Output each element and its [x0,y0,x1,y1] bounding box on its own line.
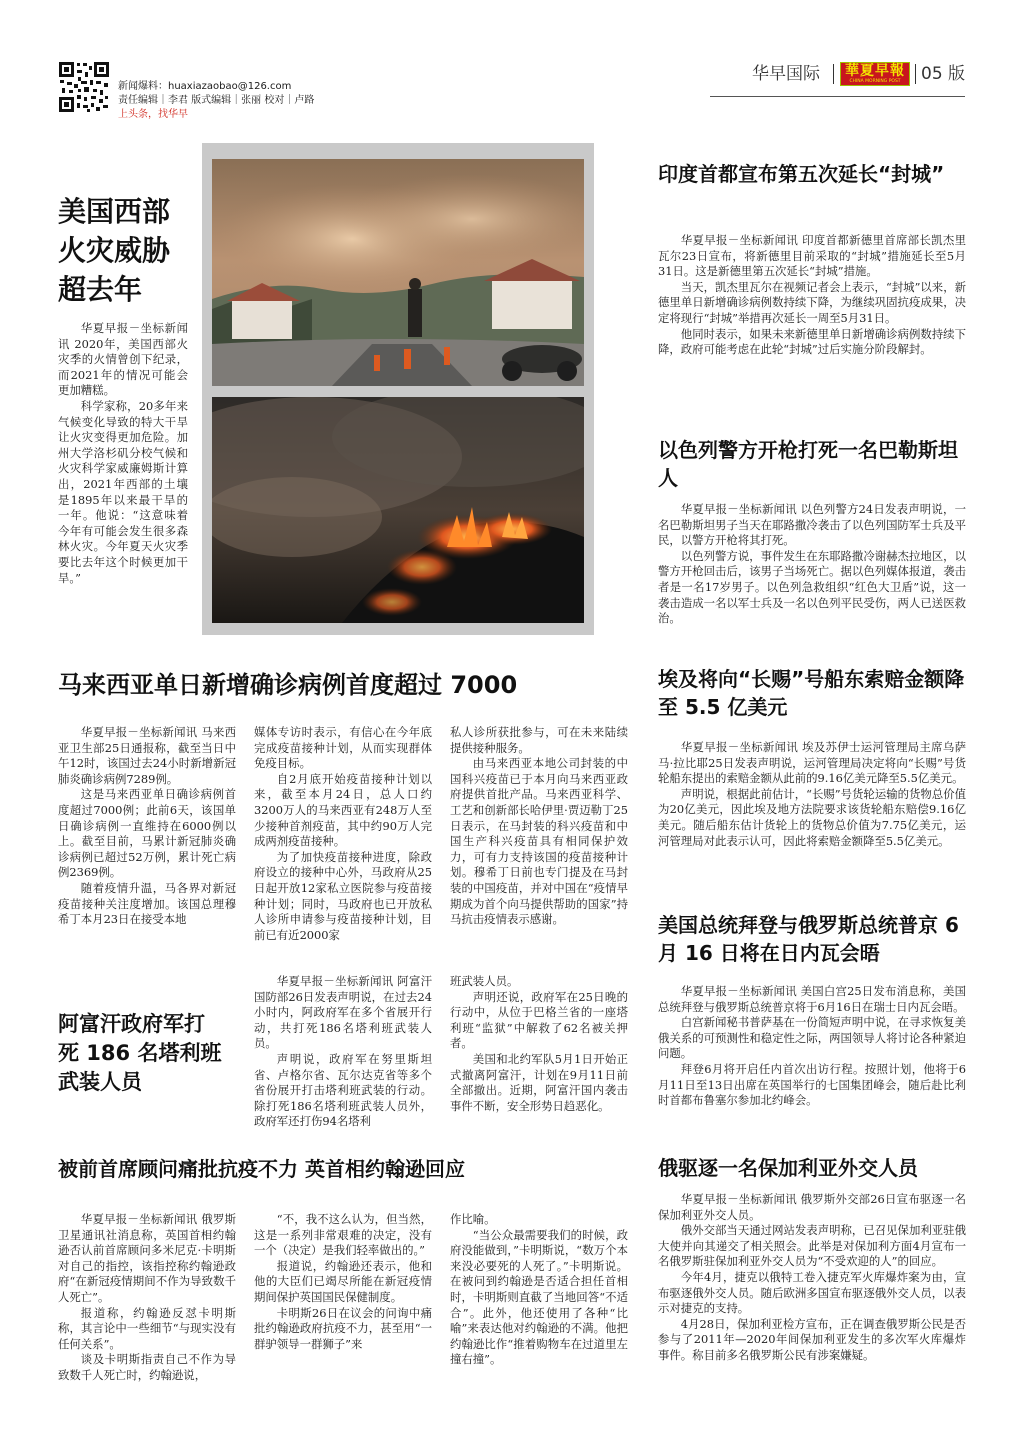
afghan-paragraph: 声明还说，政府军在25日晚的行动中，从位于巴格兰省的一座塔利班“监狱”中解救了62名被关押者。 [450,989,628,1051]
header-hotline: 新闻爆料：huaxiazaobao@126.com [118,81,292,92]
newspaper-logo [840,62,910,86]
malaysia-headline: 马来西亚单日新增确诊病例首度超过 7000 [58,671,518,699]
uk-column-3 [450,1212,628,1368]
malaysia-paragraph: 媒体专访时表示，有信心在今年底完成疫苗接种计划，从而实现群体免疫目标。 [254,725,432,771]
india-paragraph: 他同时表示，如果未来新德里单日新增确诊病例数持续下降，政府可能考虑在此轮“封城”过后实施分阶段解封。 [658,326,966,357]
india-headline: 印度首都宣布第五次延长“封城” [658,162,945,186]
uk-paragraph: 华夏早报－坐标新闻讯 俄罗斯卫星通讯社消息称，英国首相约翰逊否认前首席顾问多米尼克·卡明斯对自己的指控，该指控称约翰逊政府“在新冠疫情期间不作为导致数千人死亡”。 [58,1212,236,1304]
afghan-headline-line-3: 武装人员 [58,1070,142,1094]
fire-headline-line-2: 火灾威胁 [58,234,171,267]
biden-paragraph: 华夏早报－坐标新闻讯 美国白宫25日发布消息称，美国总统拜登与俄罗斯总统普京将于6月16日在瑞士日内瓦会晤。 [658,984,966,1014]
fire-headline [58,192,170,309]
wildfire-neighborhood-photo [212,159,584,386]
fire-headline-line-3: 超去年 [58,273,143,306]
qr-code [58,61,110,113]
israel-headline: 以色列警方开枪打死一名巴勒斯坦人 [658,438,958,490]
uk-column-2 [254,1212,432,1352]
uk-headline: 被前首席顾问痛批抗疫不力 英首相约翰逊回应 [58,1157,465,1181]
malaysia-paragraph: 私人诊所获批参与，可在未来陆续提供接种服务。 [450,725,628,755]
bulgaria-article [658,1192,966,1364]
afghan-paragraph: 班武装人员。 [450,974,519,988]
uk-paragraph: “当公众最需要我们的时候，政府没能做到，”卡明斯说，“数万个本来没必要死的人死了。”卡明斯说。在被问到约翰逊是否适合担任首相时，卡明斯则直截了当地回答“不适合”。此外，他还使用了各种“比喻”来表达他对约翰逊的不满。他把约翰逊比作“推着购物车在过道里左撞右撞”。 [450,1227,628,1367]
biden-paragraph: 拜登6月将开启任内首次出访行程。按照计划，他将于6月11日至13日出席在英国举行的七国集团峰会，随后赴比利时首都布鲁塞尔参加北约峰会。 [658,1061,966,1108]
uk-paragraph: 报道说，约翰逊还表示，他和他的大臣们已竭尽所能在新冠疫情期间保护英国国民保健制度。 [254,1258,432,1304]
egypt-headline: 埃及将向“长赐”号船东索赔金额降至 5.5 亿美元 [658,667,965,719]
uk-paragraph: “不，我不这么认为，但当然，这是一系列非常艰难的决定，没有一个（决定）是我们轻率做出的。” [254,1212,432,1258]
egypt-article [658,740,966,849]
egypt-paragraph: 声明说，根据此前估计，“长赐”号货轮运输的货物总价值为20亿美元，因此埃及地方法院要求该货轮船东赔偿9.16亿美元。随后船东估计货轮上的货物总价值为7.75亿美元，运河管理局对此表示认可，因此将索赔金额降至5.5亿美元。 [658,786,966,848]
uk-paragraph: 谈及卡明斯指责自己不作为导致数千人死亡时，约翰逊说， [58,1352,236,1382]
india-paragraph: 华夏早报－坐标新闻讯 印度首都新德里首席部长凯杰里瓦尔23日宣布，将新德里目前采取的“封城”措施延长至5月31日。这是新德里第五次延长“封城”措施。 [658,233,966,279]
israel-paragraph: 以色列警方说，事件发生在东耶路撒冷谢赫杰拉地区，以警方开枪回击后，该男子当场死亡。据以色列媒体报道，袭击者是一名17岁男子。以色列急救组织“红色大卫盾”说，这一袭击造成一名以军士兵及一名以色列平民受伤，两人已送医救治。 [658,548,966,626]
israel-paragraph: 华夏早报－坐标新闻讯 以色列警方24日发表声明说，一名巴勒斯坦男子当天在耶路撒冷袭击了以色列国防军士兵及平民，以警方开枪将其打死。 [658,502,966,548]
section-name: 华早国际 [752,64,820,84]
logo-subtext: CHINA MORNING POST [849,79,901,84]
malaysia-paragraph: 华夏早报－坐标新闻讯 马来西亚卫生部25日通报称，截至当日中午12时，该国过去24小时新增新冠肺炎确诊病例7289例。 [58,725,236,786]
uk-paragraph: 报道称，约翰逊反怼卡明斯称，其言论中一些细节“与现实没有任何关系”。 [58,1305,236,1351]
afghan-headline-line-2: 死 186 名塔利班 [58,1041,222,1065]
header-rule [710,96,965,97]
header-divider-2 [915,64,916,84]
israel-article [658,502,966,627]
afghan-paragraph: 美国和北约军队5月1日开始正式撤离阿富汗，计划在9月11日前全部撤出。近期，阿富汗国内袭击事件不断，安全形势日趋恶化。 [450,1051,628,1113]
header-editors: 责任编辑｜李君 版式编辑｜张丽 校对｜卢路 [118,95,315,106]
fire-headline-line-1: 美国西部 [58,195,171,228]
afghan-paragraph: 声明说，政府军在努里斯坦省、卢格尔省、瓦尔达克省等多个省份展开打击塔利班武装的行动。除打死186名塔利班武装人员外，政府军还打伤94名塔利 [254,1051,432,1129]
afghan-column-2 [450,974,628,1114]
logo-text: 華夏早報 [845,63,905,79]
malaysia-column-2 [254,725,432,943]
bulgaria-headline: 俄驱逐一名保加利亚外交人员 [658,1156,918,1180]
header-divider [833,64,834,84]
fire-paragraph: 科学家称，20多年来气候变化导致的特大干旱让火灾变得更加危险。加州大学洛杉矶分校气候和火灾科学家威廉姆斯计算出，2021年西部的土壤是1895年以来最干旱的一年。他说：“这意味着今年有可能会发生很多森林火灾。今年夏天火灾季要比去年这个时候更加干旱。” [58,398,188,585]
malaysia-paragraph: 为了加快疫苗接种进度，除政府设立的接种中心外，马政府从25日起开放12家私立医院参与疫苗接种计划；同时，马政府也已开放私人诊所申请参与疫苗接种计划，目前已有近2000家 [254,849,432,942]
malaysia-column-1 [58,725,236,928]
afghan-headline-line-1: 阿富汗政府军打 [58,1012,205,1036]
india-paragraph: 当天，凯杰里瓦尔在视频记者会上表示，“封城”以来，新德里单日新增确诊病例数持续下降，为继续巩固抗疫成果，决定将现行“封城”举措再次延长一周至5月31日。 [658,279,966,325]
bulgaria-paragraph: 今年4月，捷克以俄特工卷入捷克军火库爆炸案为由，宣布驱逐俄外交人员。随后欧洲多国宣布驱逐俄外交人员，以表示对捷克的支持。 [658,1269,966,1316]
malaysia-column-3 [450,725,628,928]
biden-headline: 美国总统拜登与俄罗斯总统普京 6 月 16 日将在日内瓦会晤 [658,913,959,965]
fire-paragraph: 华夏早报－坐标新闻讯 2020年，美国西部火灾季的火情曾创下纪录，而2021年的情况可能会更加糟糕。 [58,321,188,398]
uk-column-1 [58,1212,236,1384]
malaysia-paragraph: 随着疫情升温，马各界对新冠疫苗接种关注度增加。该国总理穆希丁本月23日在接受本地 [58,880,236,927]
bulgaria-paragraph: 俄外交部当天通过网站发表声明称，已召见保加利亚驻俄大使并向其递交了相关照会。此举是对保加利方面4月宣布一名俄罗斯驻保加利亚外交人员为“不受欢迎的人”的回应。 [658,1223,966,1269]
uk-paragraph: 卡明斯26日在议会的问询中痛批约翰逊政府抗疫不力，甚至用“一群驴领导一群狮子”来 [254,1305,432,1351]
india-article [658,233,966,358]
malaysia-paragraph: 这是马来西亚单日确诊病例首度超过7000例；此前6天，该国单日确诊病例一直维持在6000例以上。截至目前，马累计新冠肺炎确诊病例已超过52万例，累计死亡病例2369例。 [58,787,236,880]
malaysia-paragraph: 自2月底开始疫苗接种计划以来，截至本月24日，总人口约3200万人的马来西亚有248万人至少接种首剂疫苗，其中约90万人完成两剂疫苗接种。 [254,771,432,849]
egypt-paragraph: 华夏早报－坐标新闻讯 埃及苏伊士运河管理局主席乌萨马·拉比耶25日发表声明说，运河管理局决定将向“长赐”号货轮船东提出的索赔金额从此前的9.16亿美元降至5.5亿美元。 [658,740,966,786]
header-slogan: 上头条，找华早 [118,109,188,120]
page-number: 05 版 [921,64,966,84]
biden-paragraph: 白宫新闻秘书普萨基在一份简短声明中说，在寻求恢复美俄关系的可预测性和稳定性之际，两国领导人将讨论各种紧迫问题。 [658,1015,966,1061]
wildfire-hillside-photo [212,397,584,623]
fire-article [58,321,188,586]
afghan-column-1 [254,974,432,1130]
afghan-headline [58,1010,221,1097]
uk-paragraph: 作比喻。 [450,1212,496,1226]
biden-article [658,984,966,1109]
bulgaria-paragraph: 华夏早报－坐标新闻讯 俄罗斯外交部26日宣布驱逐一名保加利亚外交人员。 [658,1192,966,1222]
afghan-paragraph: 华夏早报－坐标新闻讯 阿富汗国防部26日发表声明说，在过去24小时内，阿政府军在多个省展开行动，共打死186名塔利班武装人员。 [254,974,432,1051]
bulgaria-paragraph: 4月28日，保加利亚检方宣布，正在调查俄罗斯公民是否参与了2011年—2020年间保加利亚发生的多次军火库爆炸事件。称目前多名俄罗斯公民有涉案嫌疑。 [658,1316,966,1362]
malaysia-paragraph: 由马来西亚本地公司封装的中国科兴疫苗已于本月向马来西亚政府提供首批产品。马来西亚科学、工艺和创新部长哈伊里·贾迈勒丁25日表示，在马封装的科兴疫苗和中国生产科兴疫苗具有相同保护效力，可有力支持该国的疫苗接种计划。穆希丁日前也专门提及在马封装的中国疫苗，并对中国在“疫情早期成为首个向马提供帮助的国家”持马抗击疫情表示感谢。 [450,756,628,927]
